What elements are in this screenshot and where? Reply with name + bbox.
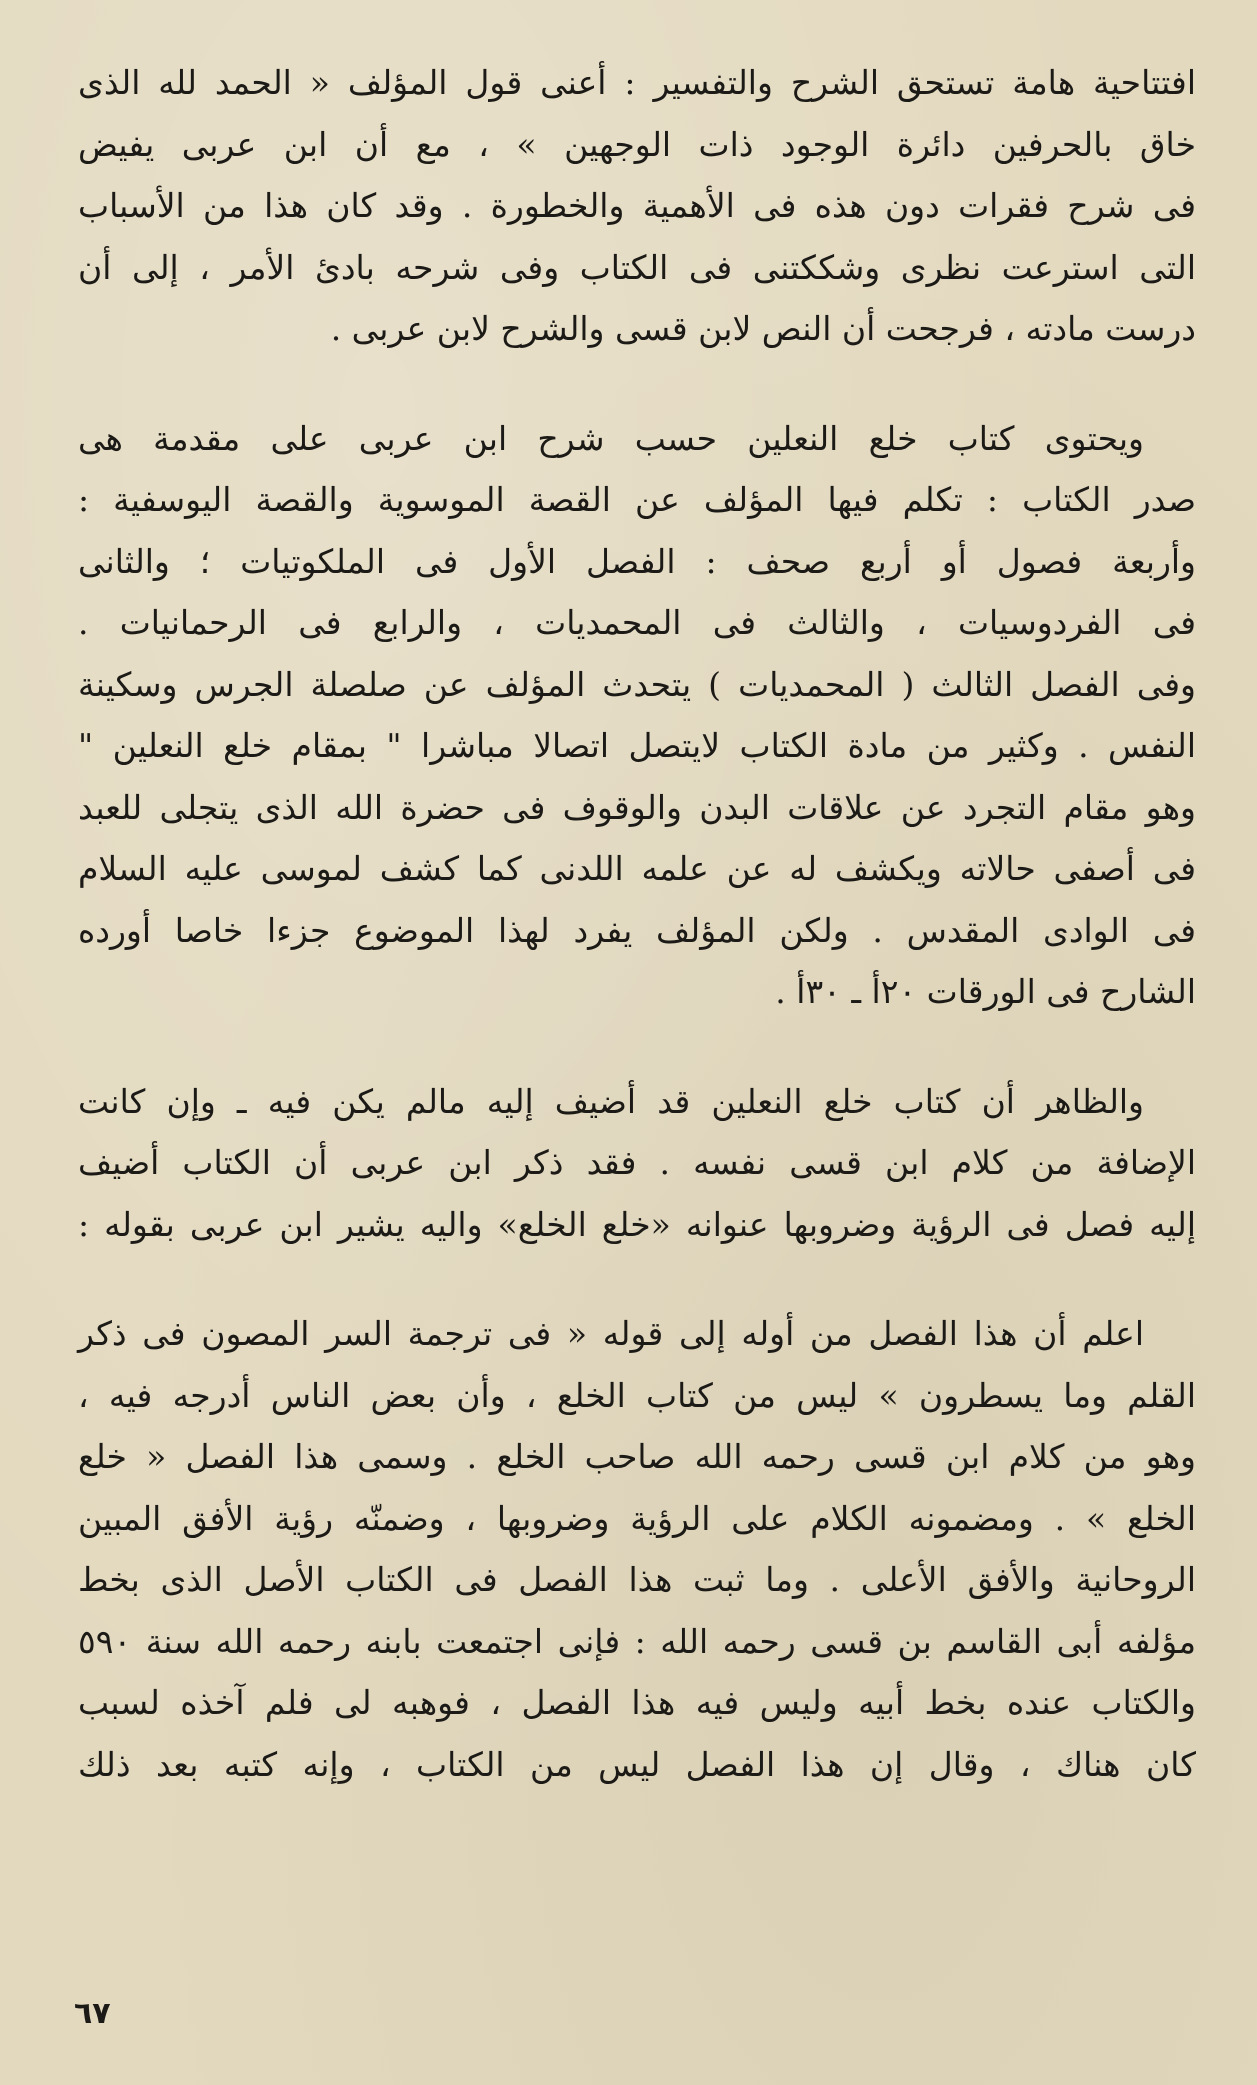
text-line: إليه فصل فى الرؤية وضروبها عنوانه «خلع الخلع» واليه يشير ابن عربى بقوله : [78, 1204, 1196, 1244]
text-line: اعلم أن هذا الفصل من أوله إلى قوله « فى ترجمة السر المصون فى ذكر [78, 1314, 1144, 1353]
page-number: ٦٧ [74, 1996, 111, 2031]
paragraph-2 [78, 408, 1196, 1023]
text-line: الروحانية والأفق الأعلى . وما ثبت هذا الفصل فى الكتاب الأصل الذى بخط [78, 1560, 1196, 1599]
text-line: خاق بالحرفين دائرة الوجود ذات الوجهين » ، مع أن ابن عربى يفيض [78, 124, 1196, 164]
text-line: فى الفردوسيات ، والثالث فى المحمديات ، والرابع فى الرحمانيات . [78, 603, 1196, 642]
text-line: الشارح فى الورقات ٢٠أ ـ ٣٠أ . [775, 972, 1196, 1011]
text-line: وهو مقام التجرد عن علاقات البدن والوقوف فى حضرة الله الذى يتجلى للعبد [78, 787, 1196, 827]
paragraph-gap [78, 360, 1196, 408]
text-line: مؤلفه أبى القاسم بن قسى رحمه الله : فإنى اجتمعت بابنه رحمه الله سنة ٥٩٠ [78, 1621, 1196, 1661]
text-line: كان هناك ، وقال إن هذا الفصل ليس من الكتاب ، وإنه كتبه بعد ذلك [78, 1744, 1196, 1784]
page-body [78, 52, 1196, 1795]
text-line: النفس . وكثير من مادة الكتاب لايتصل اتصالا مباشرا " بمقام خلع النعلين " [78, 726, 1196, 765]
text-line: ويحتوى كتاب خلع النعلين حسب شرح ابن عربى على مقدمة هى [78, 418, 1144, 458]
text-line: التى استرعت نظرى وشككتنى فى الكتاب وفى شرحه بادئ الأمر ، إلى أن [78, 247, 1196, 287]
text-line: درست مادته ، فرجحت أن النص لابن قسى والشرح لابن عربى . [330, 309, 1196, 348]
text-line: فى أصفى حالاته ويكشف له عن علمه اللدنى كما كشف لموسى عليه السلام [78, 849, 1196, 888]
text-line: والظاهر أن كتاب خلع النعلين قد أضيف إليه مالم يكن فيه ـ وإن كانت [78, 1081, 1144, 1121]
paragraph-1 [78, 52, 1196, 360]
text-line: القلم وما يسطرون » ليس من كتاب الخلع ، وأن بعض الناس أدرجه فيه ، [78, 1375, 1196, 1415]
text-line: والكتاب عنده بخط أبيه وليس فيه هذا الفصل ، فوهبه لى فلم آخذه لسبب [78, 1683, 1196, 1722]
text-line: وفى الفصل الثالث ( المحمديات ) يتحدث المؤلف عن صلصلة الجرس وسكينة [78, 664, 1196, 704]
paragraph-gap [78, 1255, 1196, 1303]
text-line: الخلع » . ومضمونه الكلام على الرؤية وضروبها ، وضمنّه رؤية الأفق المبين [78, 1498, 1196, 1538]
text-line: فى شرح فقرات دون هذه فى الأهمية والخطورة . وقد كان هذا من الأسباب [78, 186, 1196, 225]
text-line: فى الوادى المقدس . ولكن المؤلف يفرد لهذا الموضوع جزءا خاصا أورده [78, 910, 1196, 950]
paragraph-3 [78, 1071, 1196, 1256]
text-line: وهو من كلام ابن قسى رحمه الله صاحب الخلع . وسمى هذا الفصل « خلع [78, 1437, 1196, 1476]
quotation-paragraph [78, 1303, 1196, 1795]
text-line: الإضافة من كلام ابن قسى نفسه . فقد ذكر ابن عربى أن الكتاب أضيف [78, 1143, 1196, 1182]
text-line: وأربعة فصول أو أربع صحف : الفصل الأول فى الملكوتيات ؛ والثانى [78, 541, 1196, 581]
text-line: افتتاحية هامة تستحق الشرح والتفسير : أعنى قول المؤلف « الحمد لله الذى [78, 63, 1196, 102]
paragraph-gap [78, 1023, 1196, 1071]
text-line: صدر الكتاب : تكلم فيها المؤلف عن القصة الموسوية والقصة اليوسفية : [78, 480, 1196, 519]
